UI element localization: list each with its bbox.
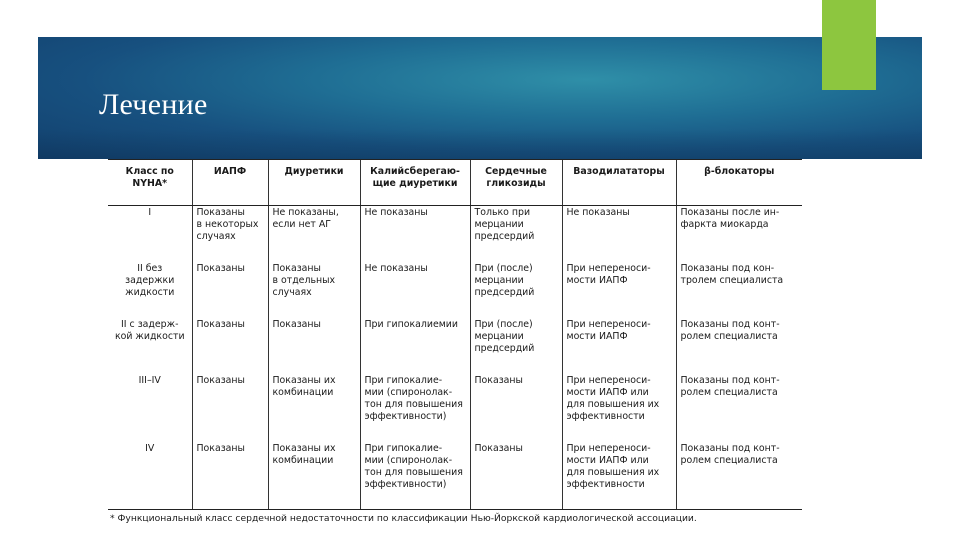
table-cell: При непереноси- мости ИАПФ <box>562 318 676 374</box>
table-cell: Показаны в некоторых случаях <box>192 206 268 262</box>
table-cell: Не показаны <box>562 206 676 262</box>
table-cell: При непереноси- мости ИАПФ <box>562 262 676 318</box>
table-row <box>108 318 802 374</box>
table-row <box>108 206 802 262</box>
table-cell: Показаны <box>192 318 268 374</box>
header-diuretics: Диуретики <box>268 160 360 206</box>
table-cell: I <box>148 207 152 218</box>
table-footnote: * Функциональный класс сердечной недостаточности по классификации Нью-Йоркской кардиологической ассоциации. <box>110 513 697 524</box>
header-nyha-class: Класс по NYHA* <box>108 160 192 206</box>
table-cell: При (после) мерцании предсердий <box>470 262 562 318</box>
header-iapf: ИАПФ <box>192 160 268 206</box>
banner-shade <box>38 129 922 159</box>
table-cell: Не показаны <box>360 262 470 318</box>
table-cell: Не показаны <box>360 206 470 262</box>
table-cell: Не показаны, если нет АГ <box>268 206 360 262</box>
table-cell: При гипокалие- мии (спиронолак- тон для повышения эффективности) <box>360 442 470 510</box>
table-cell: При гипокалие- мии (спиронолак- тон для повышения эффективности) <box>360 374 470 442</box>
table-cell: Показаны под кон- тролем специалиста <box>676 262 802 318</box>
table-cell: Показаны <box>192 442 268 510</box>
table-cell: При непереноси- мости ИАПФ или для повышения их эффективности <box>562 442 676 510</box>
table-row <box>108 262 802 318</box>
green-accent-bar <box>822 0 876 90</box>
table-cell: Показаны <box>470 374 562 442</box>
table-row <box>108 374 802 442</box>
slide-title: Лечение <box>99 88 208 121</box>
table-cell: II с задерж- кой жидкости <box>114 318 185 342</box>
header-vasodilators: Вазодилататоры <box>562 160 676 206</box>
header-beta-blockers: β-блокаторы <box>676 160 802 206</box>
table-cell: Показаны под конт- ролем специалиста <box>676 374 802 442</box>
treatment-table-image <box>108 159 802 527</box>
table-cell: Показаны под конт- ролем специалиста <box>676 318 802 374</box>
table-cell: Показаны <box>192 262 268 318</box>
table-cell: Только при мерцании предсердий <box>470 206 562 262</box>
header-potassium-sparing: Калийсберегаю- щие диуретики <box>360 160 470 206</box>
table-cell: Показаны их комбинации <box>268 442 360 510</box>
header-glycosides: Сердечные гликозиды <box>470 160 562 206</box>
table-cell: При гипокалиемии <box>360 318 470 374</box>
table-cell: III–IV <box>138 374 161 386</box>
table-header-row <box>108 160 802 206</box>
table-cell: II без задержки жидкости <box>125 262 175 298</box>
table-cell: Показаны в отдельных случаях <box>268 262 360 318</box>
table-cell: Показаны под конт- ролем специалиста <box>676 442 802 510</box>
table-cell: При непереноси- мости ИАПФ или для повышения их эффективности <box>562 374 676 442</box>
table-cell: Показаны <box>192 374 268 442</box>
table-cell: Показаны после ин- фаркта миокарда <box>676 206 802 262</box>
table-cell: Показаны <box>470 442 562 510</box>
table-cell: IV <box>108 442 192 510</box>
table-row <box>108 442 802 510</box>
table-cell: При (после) мерцании предсердий <box>470 318 562 374</box>
table-cell: Показаны <box>268 318 360 374</box>
table-cell: Показаны их комбинации <box>268 374 360 442</box>
treatment-table <box>108 159 802 510</box>
